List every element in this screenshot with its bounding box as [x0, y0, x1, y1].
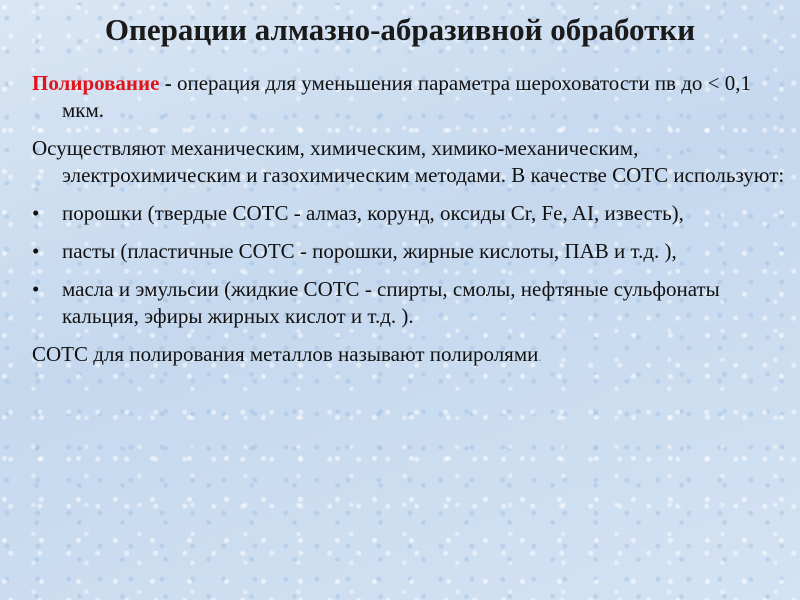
bullet-marker: • — [32, 239, 40, 263]
bullet-marker: • — [32, 201, 40, 225]
list-item — [32, 200, 790, 227]
list-item-text: масла и эмульсии (жидкие СОТС - спирты, смолы, нефтяные сульфонаты кальция, эфиры жирных кислот и т.д. ). — [62, 277, 720, 328]
closing-paragraph — [32, 341, 790, 370]
bullet-marker: • — [32, 277, 40, 301]
list-item-text: пасты (пластичные СОТС - порошки, жирные кислоты, ПАВ и т.д. ), — [62, 239, 677, 263]
definition-text: операция для уменьшения параметра шероховатости пв до < 0,1 мкм. — [62, 71, 752, 122]
slide-body — [32, 70, 790, 381]
intro-paragraph: Осуществляют механическим, химическим, химико-механическим, электрохимическим и газохимическим методами. В качестве СОТС используют: — [32, 136, 785, 187]
list-item-text: порошки (твердые СОТС - алмаз, корунд, оксиды Cr, Fe, AI, известь), — [62, 201, 684, 225]
list-item — [32, 238, 790, 265]
definition-paragraph — [32, 70, 790, 124]
closing-text: СОТС для полирования металлов называют полиролями — [32, 342, 539, 366]
closing-period: . — [538, 349, 542, 364]
slide-title: Операции алмазно-абразивной обработки — [104, 12, 696, 47]
list-item — [32, 276, 790, 330]
definition-term: Полирование — [32, 71, 160, 95]
definition-dash: - — [159, 71, 177, 95]
